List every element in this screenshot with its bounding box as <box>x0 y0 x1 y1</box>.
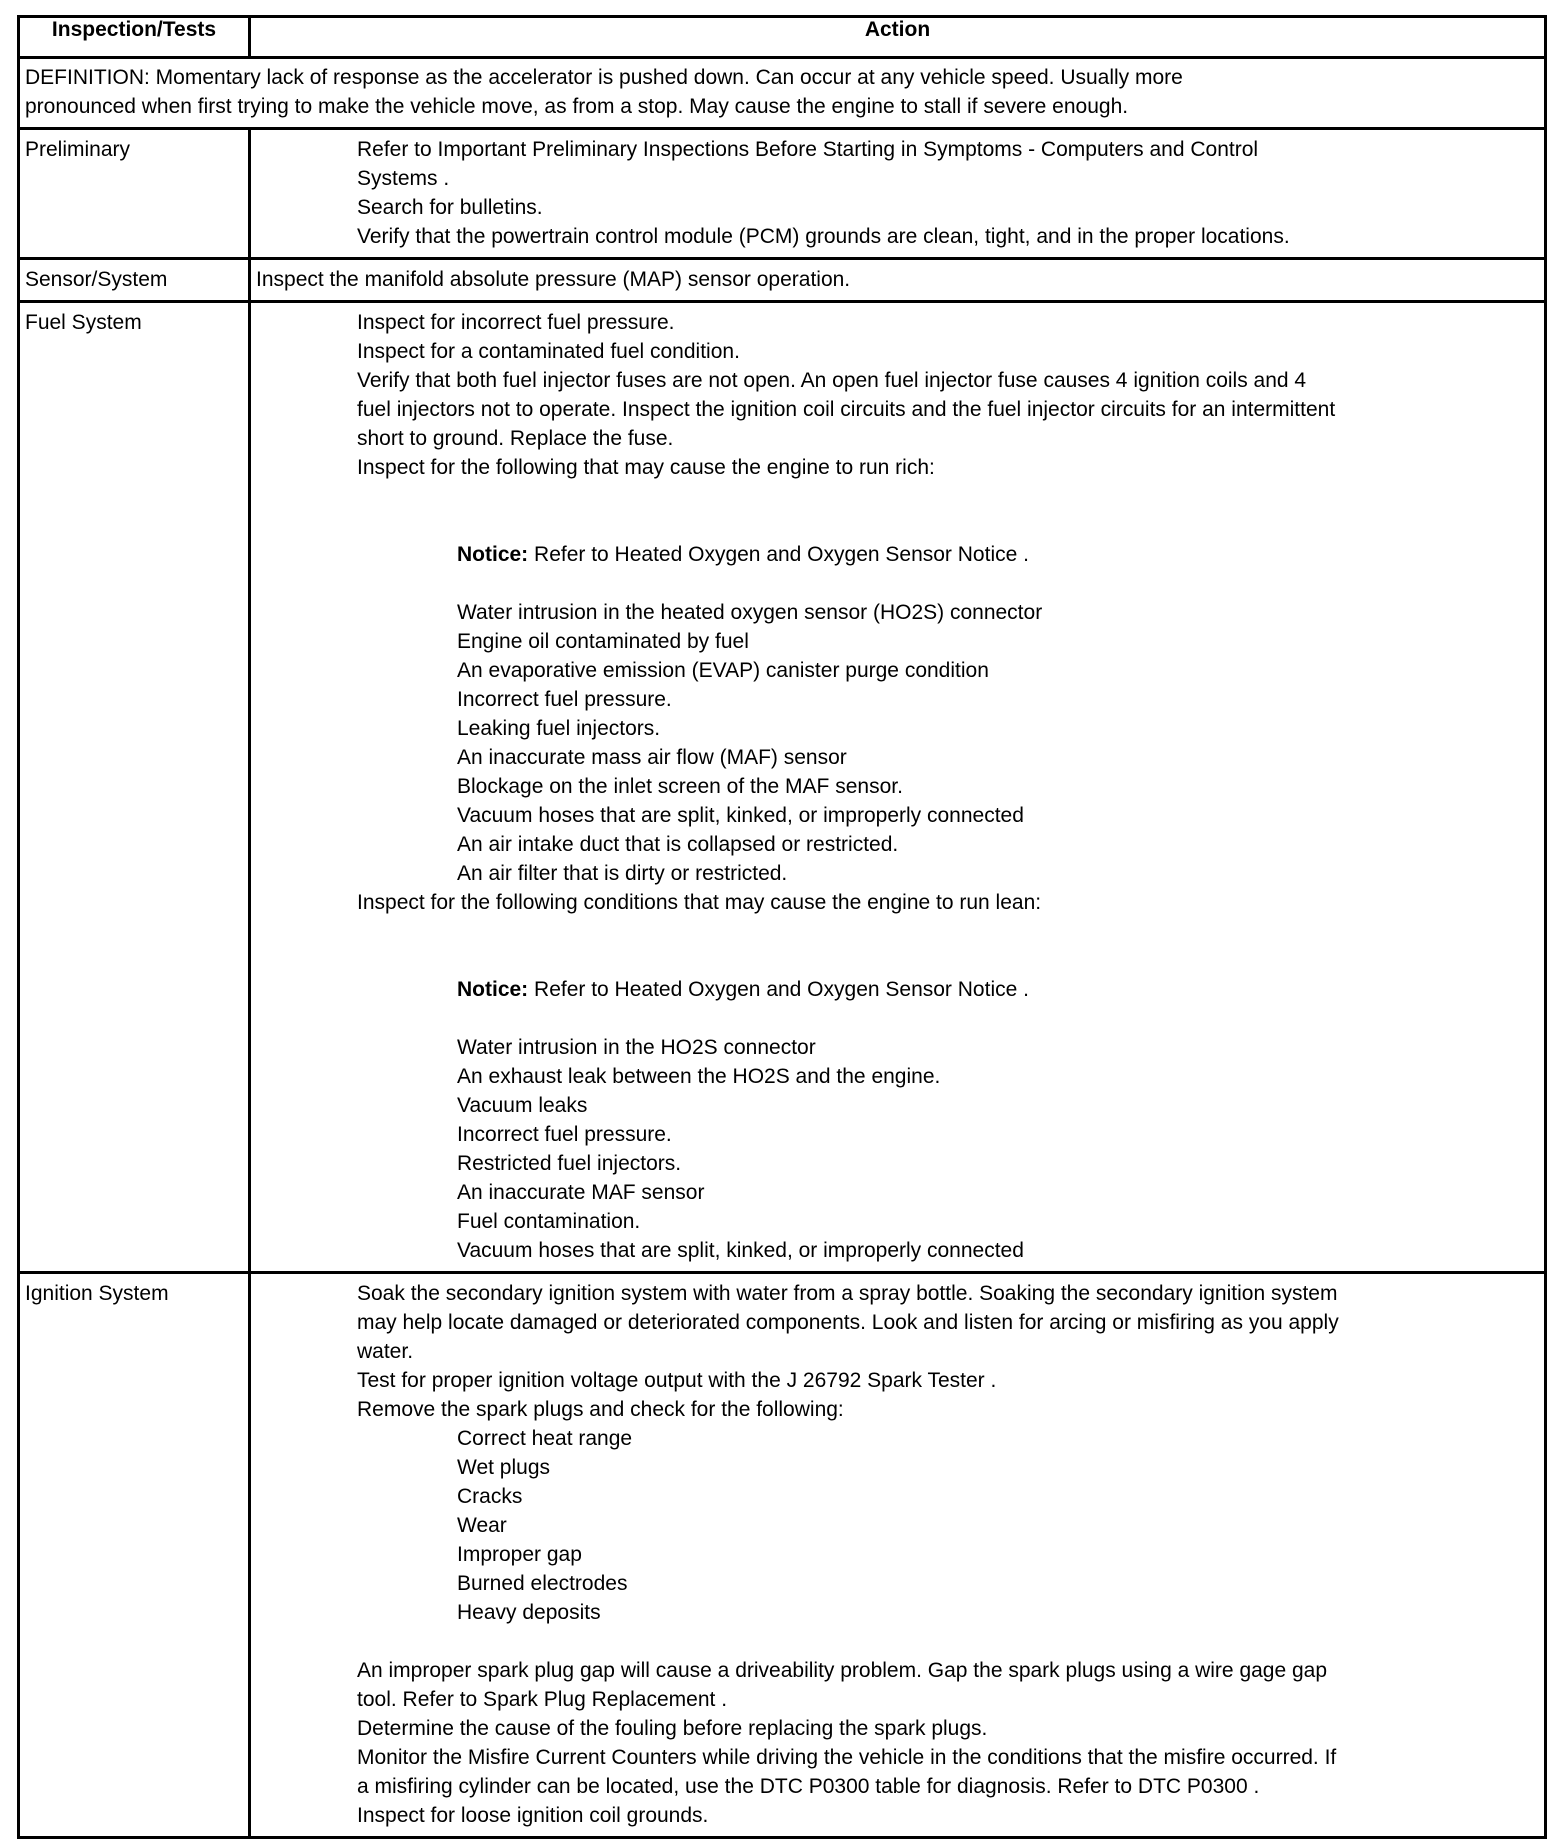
action-text: An exhaust leak between the HO2S and the engine. <box>457 1065 941 1088</box>
action-line <box>251 743 1544 772</box>
action-line <box>251 1033 1544 1062</box>
action-line <box>251 830 1544 859</box>
action-line <box>251 946 1544 975</box>
action-line <box>251 888 1544 917</box>
notice-label: Notice: <box>457 978 529 1001</box>
table-row <box>19 129 1546 259</box>
action-text: Soak the secondary ignition system with water from a spray bottle. Soaking the secondary ignition system <box>357 1282 1338 1305</box>
action-text: An evaporative emission (EVAP) canister purge condition <box>457 659 989 682</box>
action-text: Blockage on the inlet screen of the MAF sensor. <box>457 775 903 798</box>
action-text: Incorrect fuel pressure. <box>457 1123 672 1146</box>
inspection-label: Sensor/System <box>25 268 168 291</box>
action-text: An inaccurate mass air flow (MAF) sensor <box>457 746 847 769</box>
action-line <box>251 1482 1544 1511</box>
action-text: Inspect for loose ignition coil grounds. <box>357 1804 709 1827</box>
inspection-label: Fuel System <box>25 311 142 334</box>
action-line <box>251 265 1544 294</box>
action-text: Inspect for the following that may cause the engine to run rich: <box>357 456 935 479</box>
diagnostic-table <box>17 15 1547 1839</box>
action-line <box>251 1714 1544 1743</box>
table-header-row <box>19 17 1546 58</box>
action-cell <box>250 1273 1546 1838</box>
action-line <box>251 1178 1544 1207</box>
action-text: Test for proper ignition voltage output with the J 26792 Spark Tester . <box>357 1369 997 1392</box>
action-line <box>251 1149 1544 1178</box>
action-text: Systems . <box>357 167 450 190</box>
action-text: An improper spark plug gap will cause a driveability problem. Gap the spark plugs using a wire gage gap <box>357 1659 1328 1682</box>
action-text: Restricted fuel injectors. <box>457 1152 682 1175</box>
inspection-cell <box>19 259 250 302</box>
action-line <box>251 1366 1544 1395</box>
action-text: Vacuum hoses that are split, kinked, or improperly connected <box>457 804 1024 827</box>
action-line <box>251 1120 1544 1149</box>
action-text: Verify that the powertrain control module (PCM) grounds are clean, tight, and in the proper locations. <box>357 225 1290 248</box>
action-text: may help locate damaged or deteriorated components. Look and listen for arcing or misfiring as you apply <box>357 1311 1339 1334</box>
action-line <box>251 859 1544 888</box>
action-line <box>251 801 1544 830</box>
action-line <box>251 1395 1544 1424</box>
action-line <box>251 164 1544 193</box>
action-line <box>251 1656 1544 1685</box>
action-line <box>251 656 1544 685</box>
action-cell <box>250 259 1546 302</box>
action-text: Engine oil contaminated by fuel <box>457 630 749 653</box>
action-text: An inaccurate MAF sensor <box>457 1181 705 1204</box>
inspection-label: Ignition System <box>25 1282 169 1305</box>
action-text: a misfiring cylinder can be located, use the DTC P0300 table for diagnosis. Refer to DTC P0300 . <box>357 1775 1260 1798</box>
action-line <box>251 540 1544 569</box>
action-text: Heavy deposits <box>457 1601 601 1624</box>
action-text: Vacuum leaks <box>457 1094 588 1117</box>
action-line <box>251 975 1544 1004</box>
action-line <box>251 772 1544 801</box>
action-text: Inspect for the following conditions that may cause the engine to run lean: <box>357 891 1042 914</box>
action-text: Burned electrodes <box>457 1572 628 1595</box>
action-text: Vacuum hoses that are split, kinked, or improperly connected <box>457 1239 1024 1262</box>
action-line <box>251 511 1544 540</box>
action-text: Water intrusion in the heated oxygen sensor (HO2S) connector <box>457 601 1043 624</box>
action-text: An air intake duct that is collapsed or restricted. <box>457 833 899 856</box>
action-line <box>251 714 1544 743</box>
action-text: Wet plugs <box>457 1456 550 1479</box>
action-text: fuel injectors not to operate. Inspect the ignition coil circuits and the fuel injector circuits for an intermittent <box>357 398 1336 421</box>
definition-cell <box>19 58 1546 129</box>
definition-row <box>19 58 1546 129</box>
action-line <box>251 685 1544 714</box>
action-text: Water intrusion in the HO2S connector <box>457 1036 816 1059</box>
action-text: Cracks <box>457 1485 523 1508</box>
header-inspection-tests: Inspection/Tests <box>19 17 250 58</box>
action-text: Correct heat range <box>457 1427 633 1450</box>
action-text: Wear <box>457 1514 507 1537</box>
action-line <box>251 1004 1544 1033</box>
action-line <box>251 569 1544 598</box>
action-line <box>251 1062 1544 1091</box>
action-text: Search for bulletins. <box>357 196 543 219</box>
action-text: Incorrect fuel pressure. <box>457 688 672 711</box>
action-line <box>251 1627 1544 1656</box>
header-action: Action <box>250 17 1546 58</box>
action-text: Inspect for a contaminated fuel condition. <box>357 340 740 363</box>
definition-line: DEFINITION: Momentary lack of response as the accelerator is pushed down. Can occur at any vehicle speed. Usually more <box>25 66 1183 89</box>
action-line <box>251 482 1544 511</box>
action-line <box>251 598 1544 627</box>
action-line <box>251 627 1544 656</box>
action-line <box>251 222 1544 251</box>
action-text: Refer to Heated Oxygen and Oxygen Sensor Notice . <box>528 543 1029 566</box>
action-text: water. <box>357 1340 414 1363</box>
action-text: Remove the spark plugs and check for the following: <box>357 1398 844 1421</box>
action-text: Verify that both fuel injector fuses are not open. An open fuel injector fuse causes 4 ignition coils and 4 <box>357 369 1307 392</box>
action-line <box>251 1091 1544 1120</box>
table-row <box>19 302 1546 1273</box>
action-line <box>251 1598 1544 1627</box>
inspection-label: Preliminary <box>25 138 131 161</box>
action-text: Leaking fuel injectors. <box>457 717 661 740</box>
action-line <box>251 1337 1544 1366</box>
action-line <box>251 1801 1544 1830</box>
definition-line: pronounced when first trying to make the vehicle move, as from a stop. May cause the engine to stall if severe enough. <box>25 95 1129 118</box>
notice-label: Notice: <box>457 543 529 566</box>
table-row <box>19 259 1546 302</box>
action-line <box>251 1424 1544 1453</box>
inspection-cell <box>19 302 250 1273</box>
action-line <box>251 1236 1544 1265</box>
inspection-cell <box>19 129 250 259</box>
table-row <box>19 1273 1546 1838</box>
action-line <box>251 135 1544 164</box>
action-text: tool. Refer to Spark Plug Replacement . <box>357 1688 728 1711</box>
action-line <box>251 1685 1544 1714</box>
action-text: Inspect the manifold absolute pressure (MAP) sensor operation. <box>256 268 851 291</box>
action-text: Improper gap <box>457 1543 582 1566</box>
action-line <box>251 193 1544 222</box>
action-line <box>251 1207 1544 1236</box>
action-text: Refer to Heated Oxygen and Oxygen Sensor Notice . <box>528 978 1029 1001</box>
action-line <box>251 337 1544 366</box>
action-text: Refer to Important Preliminary Inspections Before Starting in Symptoms - Computers and Control <box>357 138 1259 161</box>
action-line <box>251 1279 1544 1308</box>
action-line <box>251 308 1544 337</box>
action-cell <box>250 302 1546 1273</box>
action-line <box>251 1453 1544 1482</box>
action-line <box>251 395 1544 424</box>
action-line <box>251 453 1544 482</box>
action-line <box>251 424 1544 453</box>
action-line <box>251 1540 1544 1569</box>
action-text: Monitor the Misfire Current Counters while driving the vehicle in the conditions that the misfire occurred. If <box>357 1746 1337 1769</box>
action-line <box>251 1308 1544 1337</box>
action-text: An air filter that is dirty or restricted. <box>457 862 788 885</box>
action-line <box>251 366 1544 395</box>
action-text: Inspect for incorrect fuel pressure. <box>357 311 675 334</box>
action-text: Fuel contamination. <box>457 1210 641 1233</box>
action-cell <box>250 129 1546 259</box>
action-line <box>251 1569 1544 1598</box>
action-text: Determine the cause of the fouling before replacing the spark plugs. <box>357 1717 988 1740</box>
action-text: short to ground. Replace the fuse. <box>357 427 674 450</box>
inspection-cell <box>19 1273 250 1838</box>
action-line <box>251 917 1544 946</box>
action-line <box>251 1772 1544 1801</box>
action-line <box>251 1743 1544 1772</box>
action-line <box>251 1511 1544 1540</box>
